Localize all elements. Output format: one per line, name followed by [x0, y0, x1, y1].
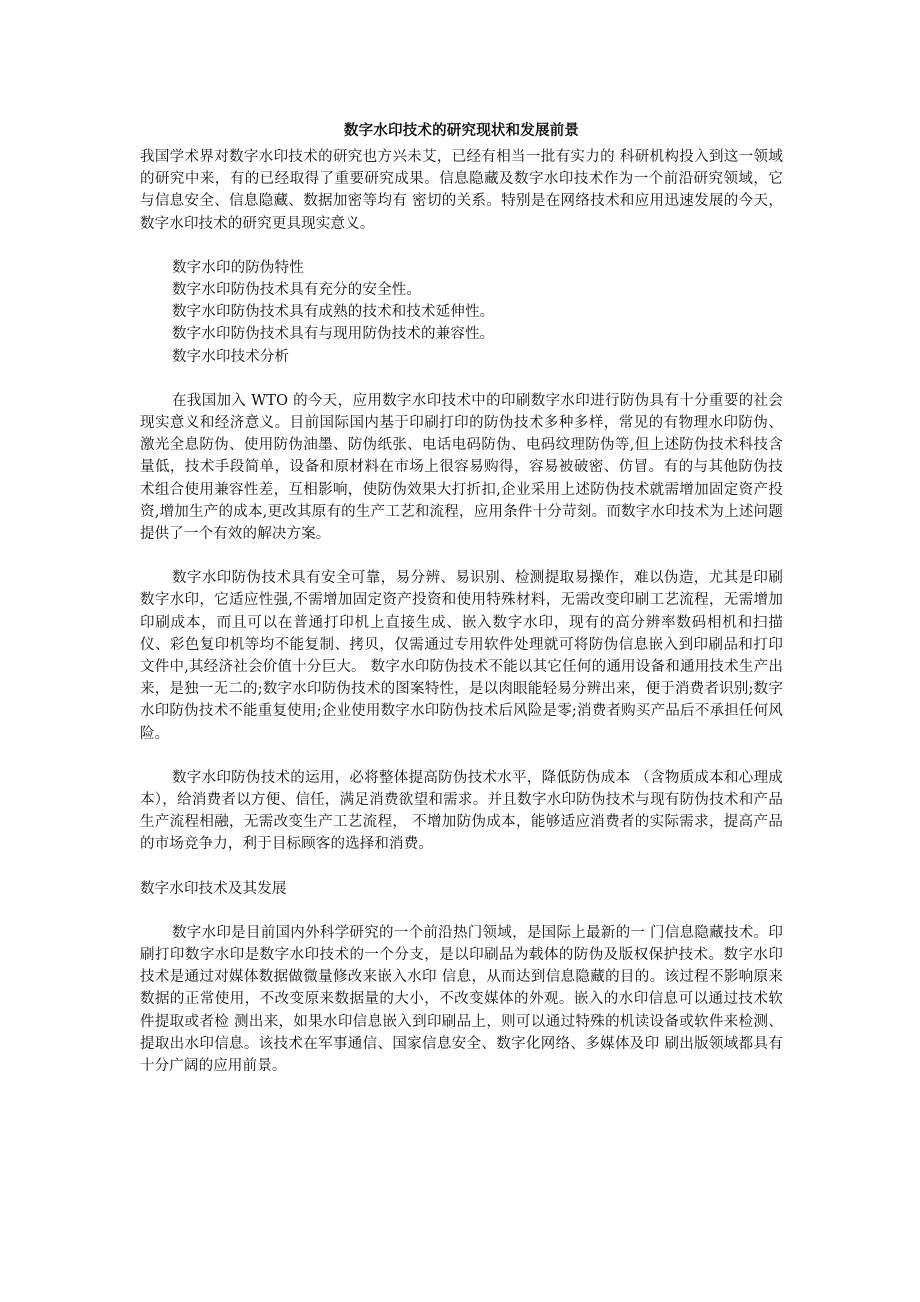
body-paragraph-development: 数字水印是目前国内外科学研究的一个前沿热门领域，是国际上最新的一 门信息隐藏技术。印刷打印数字水印是数字水印技术的一个分支，是以印刷品为载体的防伪及版权保护技术。数字水印技术是通过对媒体数据做微量修改来嵌入水印 信息，从而达到信息隐藏的目的。该过程不影响原来数据的正常使用，不改变原来数据量的大小，不改变媒体的外观。嵌入的水印信息可以通过技术软件提取或者检 测出来，如果水印信息嵌入到印刷品上，则可以通过特殊的机读设备或软件来检测、提取出水印信息。该技术在军事通信、国家信息安全、数字化网络、多媒体及印 刷出版领域都具有十分广阔的应用前景。: [140, 924, 783, 1074]
spacer: [140, 545, 783, 567]
section-heading: 数字水印技术及其发展: [140, 880, 287, 897]
body-paragraph-advantages: 数字水印防伪技术具有安全可靠，易分辨、易识别、检测提取易操作，难以伪造，尤其是印刷数字水印，它适应性强,不需增加固定资产投资和使用特殊材料，无需改变印刷工艺流程，无需增加印刷成本，而且可以在普通打印机上直接生成、嵌入数字水印，现有的高分辨率数码相机和扫描仪、彩色复印机等均不能复制、拷贝，仅需通过专用软件处理就可将防伪信息嵌入到印刷品和打印文件中,其经济社会价值十分巨大。 数字水印防伪技术不能以其它任何的通用设备和通用技术生产出来，是独一无二的;数字水印防伪技术的图案特性，是以肉眼能轻易分辨出来，便于消费者识别;数字水印防伪技术不能重复使用;企业使用数字水印防伪技术后风险是零;消费者购买产品后不承担任何风险。: [140, 570, 783, 742]
spacer: [140, 900, 783, 922]
body-paragraph-wto: 在我国加入 WTO 的今天，应用数字水印技术中的印刷数字水印进行防伪具有十分重要的社会现实意义和经济意义。目前国际国内基于印刷打印的防伪技术多种多样，常见的有物理水印防伪、激光全息防伪、使用防伪油墨、防伪纸张、电话电码防伪、电码纹理防伪等,但上述防伪技术科技含量低，技术手段简单，设备和原材料在市场上很容易购得，容易被破密、仿冒。有的与其他防伪技术组合使用兼容性差，互相影响，使防伪效果大打折扣,企业采用上述防伪技术就需增加固定资产投资,增加生产的成本,更改其原有的生产工艺和流程，应用条件十分苛刻。而数字水印技术为上述问题提供了一个有效的解决方案。: [140, 392, 783, 543]
intro-paragraph: 我国学术界对数字水印技术的研究也方兴未艾，已经有相当一批有实力的 科研机构投入到这一领域的研究中来，有的已经取得了重要研究成果。信息隐藏及数字水印技术作为一个前沿研究领域，它与信息安全、信息隐藏、数据加密等均有 密切的关系。特别是在网络技术和应用迅速发展的今天，数字水印技术的研究更具现实意义。: [140, 149, 783, 232]
spacer: [140, 235, 783, 257]
list-item: 数字水印的防伪特性: [172, 259, 304, 276]
body-paragraph-application: 数字水印防伪技术的运用，必将整体提高防伪技术水平，降低防伪成本 （含物质成本和心理成本），给消费者以方便、信任，满足消费欲望和需求。并且数字水印防伪技术与现有防伪技术和产品生产流程相融，无需改变生产工艺流程， 不增加防伪成本，能够适应消费者的实际需求，提高产品的市场竞争力，利于目标顾客的选择和消费。: [140, 769, 783, 853]
document-page: [140, 120, 783, 1077]
list-item: 数字水印防伪技术具有充分的安全性。: [172, 282, 422, 299]
document-title: 数字水印技术的研究现状和发展前景: [343, 122, 580, 139]
list-item: 数字水印技术分析: [172, 348, 290, 365]
list-item: 数字水印防伪技术具有与现用防伪技术的兼容性。: [172, 326, 495, 343]
feature-list: [140, 257, 783, 368]
spacer: [140, 745, 783, 767]
list-item: 数字水印防伪技术具有成熟的技术和技术延伸性。: [172, 304, 495, 321]
spacer: [140, 856, 783, 878]
spacer: [140, 368, 783, 390]
